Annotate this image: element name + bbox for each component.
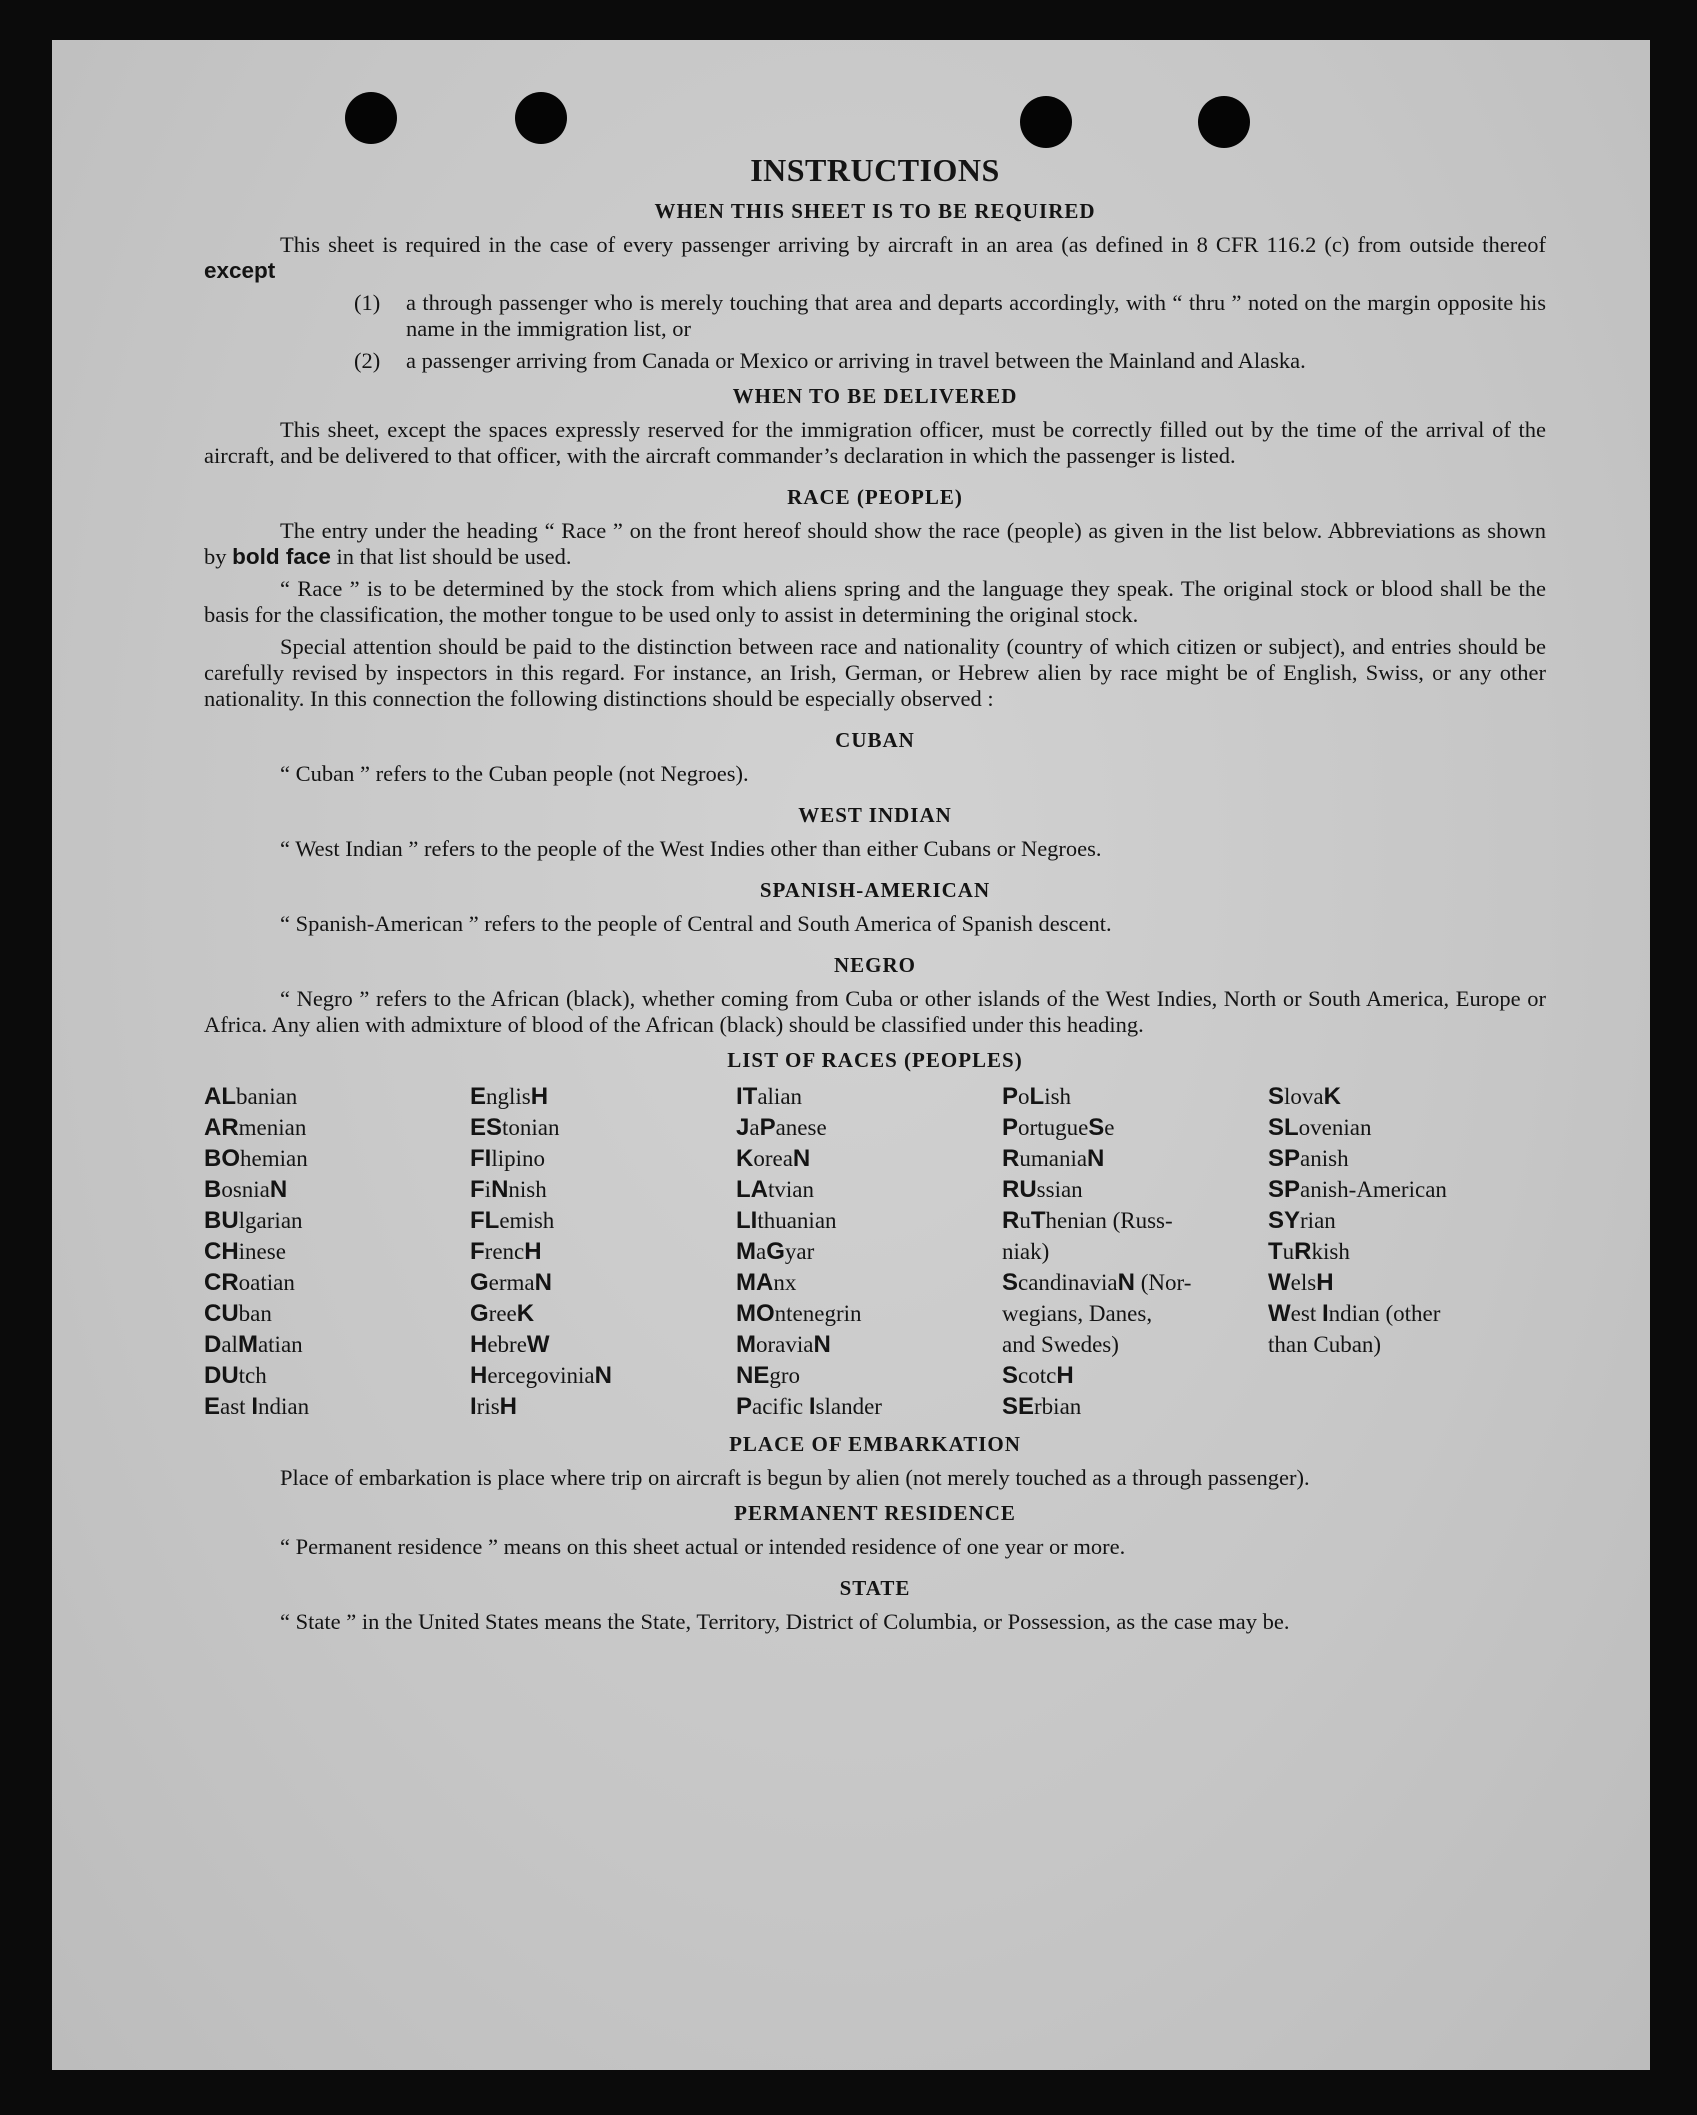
race-entry: CUban [204,1300,272,1327]
race-column [1002,1081,1268,1422]
race-entry: MaGyar [736,1238,815,1265]
race-entry: HercegoviniaN [470,1362,612,1389]
race-entry: ScandinaviaN (Nor- wegians, Danes, and Swedes) [1002,1269,1192,1357]
race-entry: ARmenian [204,1114,307,1141]
race-entry: PoLish [1002,1083,1072,1110]
race-paragraph-2: “ Race ” is to be determined by the stock from which aliens spring and the language they speak. The original stock or blood shall be the basis for the classification, the mother tongue to be used only to assist in determining the original stock. [204,576,1546,627]
punch-hole [1198,96,1250,148]
race-entry: FIlipino [470,1145,545,1172]
race-entry: MoraviaN [736,1331,831,1358]
heading-state: STATE [839,1576,911,1600]
race-entry: FLemish [470,1207,555,1234]
race-entry: FrencH [470,1238,542,1265]
spanish-american-text: “ Spanish-American ” refers to the people of Central and South America of Spanish descent. [280,911,1112,936]
race-entry: ALbanian [204,1083,298,1110]
race-column [736,1081,1002,1422]
race-entry: SlovaK [1268,1083,1341,1110]
race-entry: ScotcH [1002,1362,1074,1389]
document-sheet [52,40,1650,2070]
race-entry: TuRkish [1268,1238,1350,1265]
permanent-residence-text: “ Permanent residence ” means on this sheet actual or intended residence of one year or more. [280,1534,1126,1559]
embarkation-text: Place of embarkation is place where trip on aircraft is begun by alien (not merely touched as a through passenger). [280,1465,1310,1490]
negro-text: “ Negro ” refers to the African (black), whether coming from Cuba or other islands of the West Indies, North or South America, Europe or Africa. Any alien with admixture of blood of the African (black) should be classified under this heading. [204,986,1546,1037]
race-entry: SPanish-American [1268,1176,1447,1203]
list-item: (1) a through passenger who is merely touching that area and departs accordingly, with “ thru ” noted on the margin opposite his name in the immigration list, or [354,290,1546,341]
race-entry: EnglisH [470,1083,549,1110]
race-entry: SYrian [1268,1207,1336,1234]
punch-hole [515,92,567,144]
race-entry: GermaN [470,1269,552,1296]
instructions-content [204,152,1546,1635]
heading-cuban: CUBAN [835,728,915,752]
race-entry: RumaniaN [1002,1145,1105,1172]
when-required-intro: This sheet is required in the case of every passenger arriving by aircraft in an area (as defined in 8 CFR 116.2 (c) from outside thereof except [204,232,1546,283]
heading-race: RACE (PEOPLE) [787,485,963,509]
cuban-text: “ Cuban ” refers to the Cuban people (not Negroes). [280,761,749,786]
race-entry: RuThenian (Russ- niak) [1002,1207,1173,1264]
race-entry: West Indian (other than Cuban) [1268,1300,1441,1357]
list-item: (2) a passenger arriving from Canada or Mexico or arriving in travel between the Mainland and Alaska. [354,348,1306,373]
race-entry: LAtvian [736,1176,814,1203]
race-entry: PortugueSe [1002,1114,1115,1141]
race-entry: LIthuanian [736,1207,837,1234]
race-entry: HebreW [470,1331,550,1358]
race-entry: DalMatian [204,1331,303,1358]
race-entry: East Indian [204,1393,310,1420]
except-bold: except [204,258,276,283]
race-entry: MOntenegrin [736,1300,862,1327]
heading-negro: NEGRO [833,953,916,977]
race-entry: BUlgarian [204,1207,303,1234]
heading-west-indian: WEST INDIAN [798,803,952,827]
page-title: INSTRUCTIONS [750,152,1000,188]
race-entry: JaPanese [736,1114,827,1141]
state-text: “ State ” in the United States means the State, Territory, District of Columbia, or Possession, as the case may be. [280,1609,1290,1634]
race-column [204,1081,470,1422]
race-entry: RUssian [1002,1176,1083,1203]
west-indian-text: “ West Indian ” refers to the people of the West Indies other than either Cubans or Negroes. [280,836,1102,861]
race-entry: CRoatian [204,1269,295,1296]
race-entry: CHinese [204,1238,286,1265]
race-entry: DUtch [204,1362,267,1389]
race-entry: GreeK [470,1300,535,1327]
race-column [470,1081,736,1422]
race-entry: SErbian [1002,1393,1082,1420]
race-entry: SLovenian [1268,1114,1372,1141]
heading-list-of-races: LIST OF RACES (PEOPLES) [727,1048,1023,1072]
race-paragraph-1: The entry under the heading “ Race ” on the front hereof should show the race (people) as given in the list below. Abbreviations as shown by bold face in that list should be used. [204,518,1546,569]
heading-when-required: WHEN THIS SHEET IS TO BE REQUIRED [654,199,1096,223]
races-list [204,1081,1546,1422]
race-entry: ITalian [736,1083,803,1110]
heading-when-delivered: WHEN TO BE DELIVERED [732,384,1018,408]
bold-face-term: bold face [232,544,331,569]
race-paragraph-3: Special attention should be paid to the distinction between race and nationality (country of which citizen or subject), and entries should be carefully revised by inspectors in this regard. For instance, an Irish, German, or Hebrew alien by race might be of English, Swiss, or any other nationality. In this connection the following distinctions should be especially observed : [204,634,1546,711]
race-column [1268,1081,1546,1422]
race-entry: Pacific Islander [736,1393,882,1420]
race-entry: KoreaN [736,1145,811,1172]
heading-spanish-american: SPANISH-AMERICAN [759,878,991,902]
race-entry: FiNnish [470,1176,547,1203]
race-entry: BOhemian [204,1145,308,1172]
punch-hole [1020,96,1072,148]
heading-permanent-residence: PERMANENT RESIDENCE [734,1501,1016,1525]
race-entry: EStonian [470,1114,560,1141]
race-entry: MAnx [736,1269,797,1296]
race-entry: IrisH [470,1393,518,1420]
punch-hole [345,92,397,144]
when-delivered-text: This sheet, except the spaces expressly reserved for the immigration officer, must be correctly filled out by the time of the arrival of the aircraft, and be delivered to that officer, with the aircraft commander’s declaration in which the passenger is listed. [204,417,1546,468]
heading-embarkation: PLACE OF EMBARKATION [729,1432,1021,1456]
race-entry: BosniaN [204,1176,288,1203]
race-entry: SPanish [1268,1145,1349,1172]
race-entry: NEgro [736,1362,801,1389]
race-entry: WelsH [1268,1269,1334,1296]
